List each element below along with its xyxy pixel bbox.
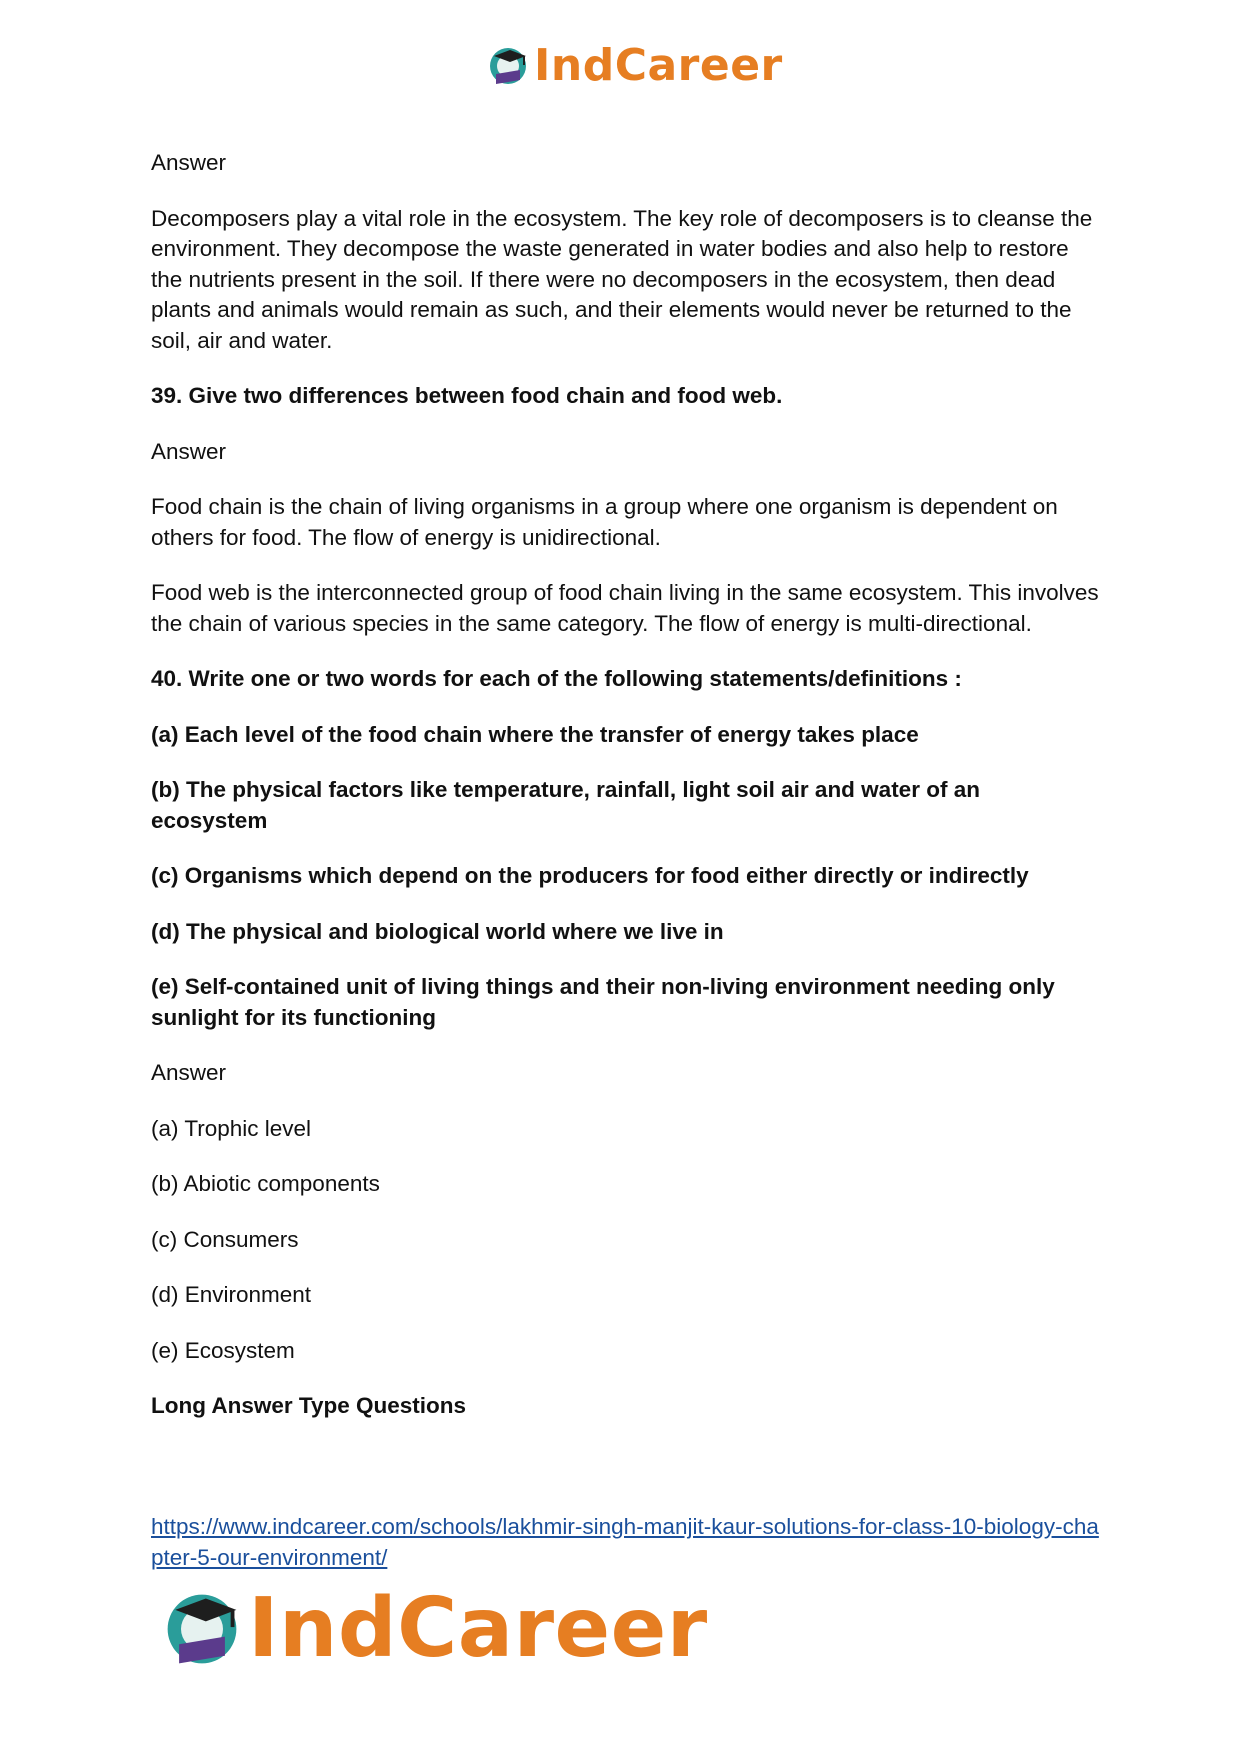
answer-40-a: (a) Trophic level: [151, 1115, 312, 1141]
header-logo: [486, 40, 783, 92]
answer-text: Decomposers play a vital role in the ecosystem. The key role of decomposers is to cleanse the environment. They decompose the waste generated in water bodies and also help to restore the nutrients present in the soil. If there were no decomposers in the ecosystem, then dead plants and animals would remain as such, and their elements would never be returned to the soil, air and water.: [151, 205, 1093, 353]
graduation-cap-book-icon: [486, 44, 530, 88]
section-heading: Long Answer Type Questions: [151, 1393, 467, 1418]
question-40: 40. Write one or two words for each of the following statements/definitions :: [151, 666, 962, 691]
question-40-c: (c) Organisms which depend on the producers for food either directly or indirectly: [151, 863, 1029, 888]
logo-text: IndCareer: [248, 1581, 708, 1676]
question-40-e: (e) Self-contained unit of living things and their non-living environment needing only sunlight for its functioning: [151, 974, 1055, 1030]
source-url-link[interactable]: https://www.indcareer.com/schools/lakhmir-singh-manjit-kaur-solutions-for-class-10-biology-chapter-5-our-environment/: [151, 1514, 1099, 1570]
answer-text: Food web is the interconnected group of food chain living in the same ecosystem. This involves the chain of various species in the same category. The flow of energy is multi-directional.: [151, 580, 1099, 636]
question-40-b: (b) The physical factors like temperature, rainfall, light soil air and water of an ecosystem: [151, 777, 980, 833]
graduation-cap-book-icon: [160, 1587, 244, 1671]
answer-40-e: (e) Ecosystem: [151, 1337, 295, 1363]
document-body: [151, 148, 1101, 1447]
answer-text: Food chain is the chain of living organisms in a group where one organism is dependent on others for food. The flow of energy is unidirectional.: [151, 494, 1058, 550]
question-40-a: (a) Each level of the food chain where the transfer of energy takes place: [151, 721, 919, 747]
answer-label: Answer: [151, 438, 227, 464]
question-39: 39. Give two differences between food chain and food web.: [151, 383, 783, 408]
answer-40-c: (c) Consumers: [151, 1226, 299, 1252]
answer-40-d: (d) Environment: [151, 1282, 312, 1307]
question-40-d: (d) The physical and biological world where we live in: [151, 918, 724, 944]
answer-label: Answer: [151, 1060, 227, 1085]
footer-logo: [160, 1583, 708, 1675]
logo-text: IndCareer: [534, 40, 783, 91]
answer-40-b: (b) Abiotic components: [151, 1171, 380, 1196]
answer-label: Answer: [151, 150, 227, 175]
